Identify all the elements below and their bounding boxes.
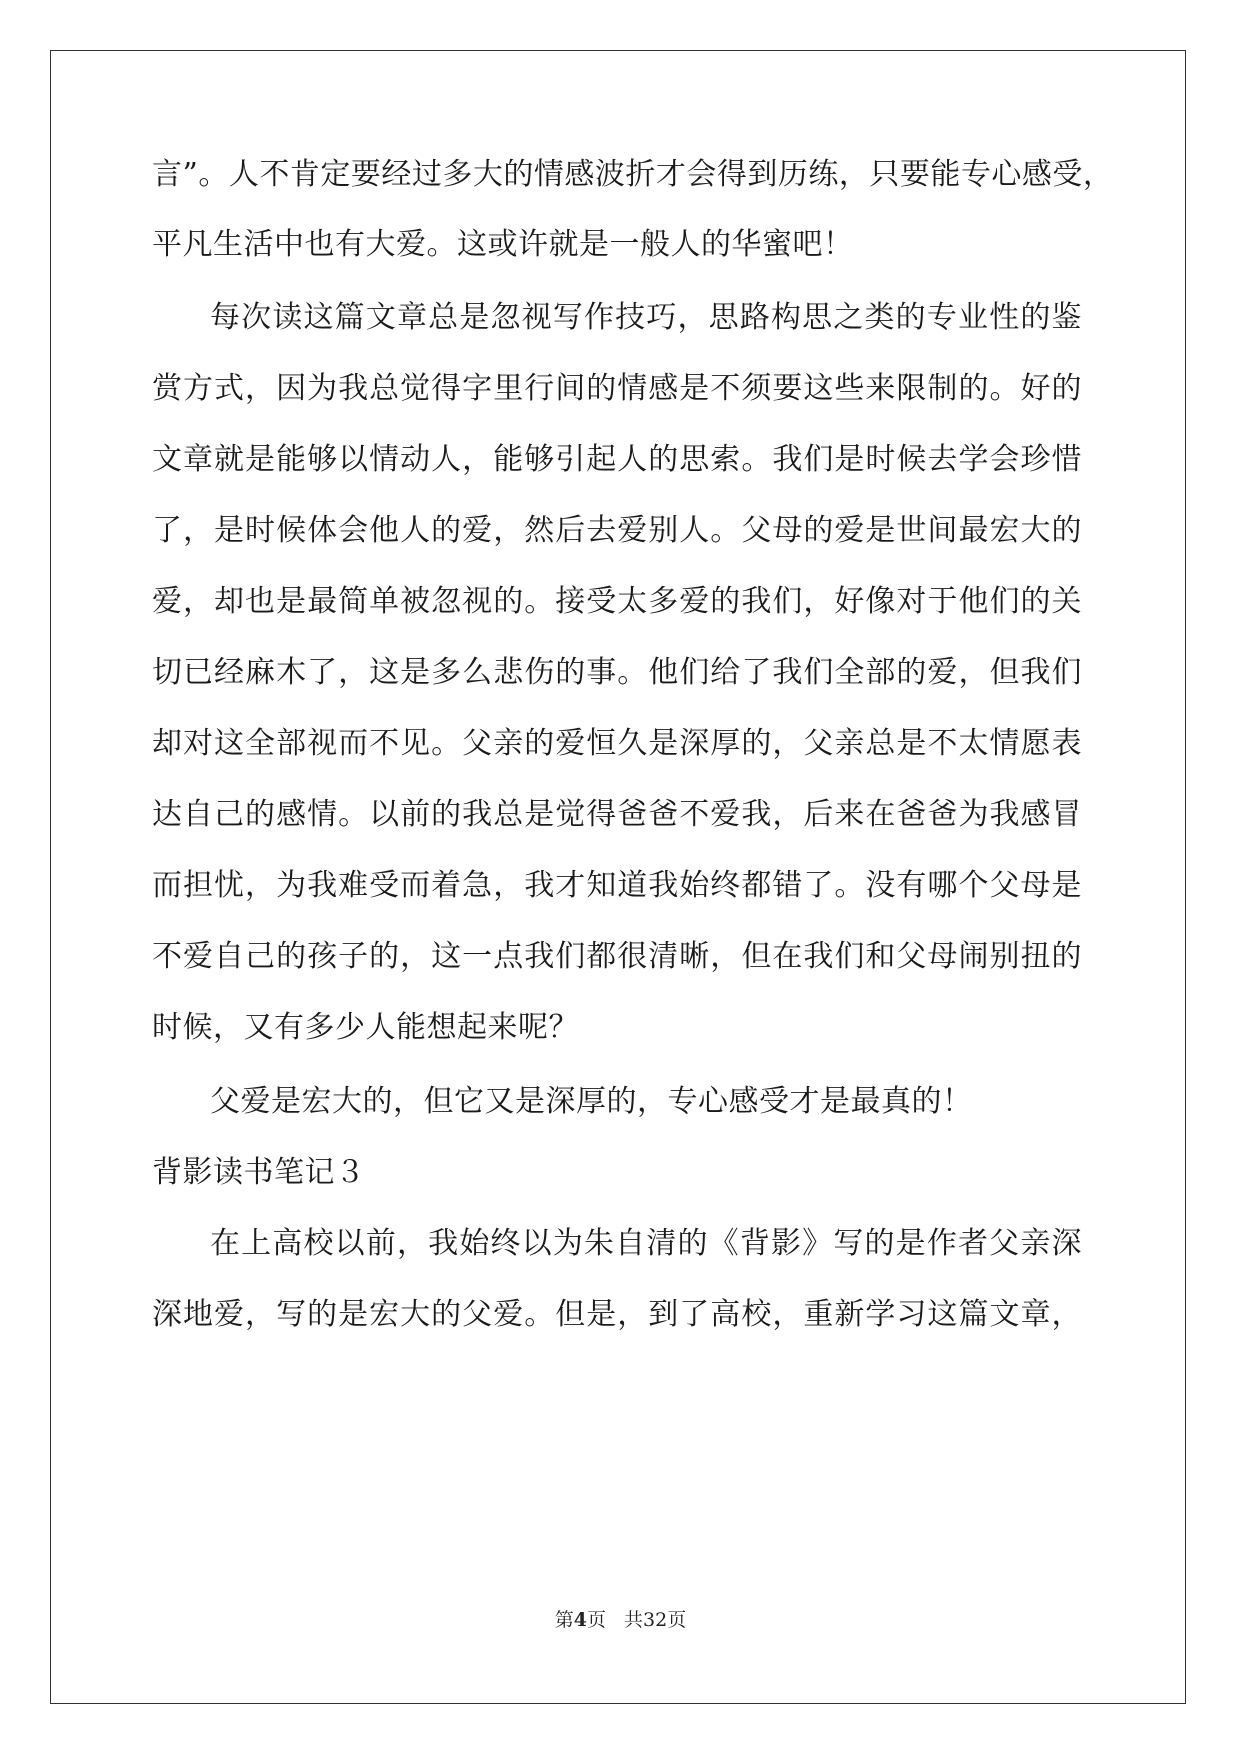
body-line: 爱，却也是最简单被忽视的。接受太多爱的我们，好像对于他们的关: [152, 584, 1082, 619]
footer-total-suffix: 页: [667, 1609, 687, 1631]
body-line: 却对这全部视而不见。父亲的爱恒久是深厚的，父亲总是不太情愿表: [152, 726, 1082, 761]
body-line: 深地爱，写的是宏大的父爱。但是，到了高校，重新学习这篇文章，: [152, 1297, 1082, 1332]
paragraph-first-line: 在上高校以前，我始终以为朱自清的《背影》写的是作者父亲深: [210, 1226, 1082, 1261]
body-line: 而担忧，为我难受而着急，我才知道我始终都错了。没有哪个父母是: [152, 868, 1082, 903]
section-heading: 背影读书笔记３: [152, 1155, 366, 1190]
body-line: 时候，又有多少人能想起来呢？: [152, 1010, 579, 1045]
body-line: 平凡生活中也有大爱。这或许就是一般人的华蜜吧！: [152, 227, 854, 262]
body-line: 了，是时候体会他人的爱，然后去爱别人。父母的爱是世间最宏大的: [152, 513, 1082, 548]
footer-page-suffix: 页: [587, 1609, 607, 1631]
page-number: 4: [573, 1609, 587, 1631]
footer-prefix: 第: [554, 1609, 574, 1631]
body-line: 言”。人不肯定要经过多大的情感波折才会得到历练，只要能专心感受，: [152, 157, 1114, 192]
total-pages: 32: [643, 1609, 668, 1631]
page-footer: [0, 1608, 1241, 1632]
body-line: 切已经麻木了，这是多么悲伤的事。他们给了我们全部的爱，但我们: [152, 655, 1082, 690]
paragraph-first-line: 父爱是宏大的，但它又是深厚的，专心感受才是最真的！: [210, 1084, 973, 1119]
paragraph-first-line: 每次读这篇文章总是忽视写作技巧，思路构思之类的专业性的鉴: [210, 300, 1082, 335]
body-line: 不爱自己的孩子的，这一点我们都很清晰，但在我们和父母闹别扭的: [152, 939, 1082, 974]
footer-total-prefix: 共: [624, 1609, 644, 1631]
body-line: 达自己的感情。以前的我总是觉得爸爸不爱我，后来在爸爸为我感冒: [152, 797, 1082, 832]
body-line: 赏方式，因为我总觉得字里行间的情感是不须要这些来限制的。好的: [152, 371, 1082, 406]
body-line: 文章就是能够以情动人，能够引起人的思索。我们是时候去学会珍惜: [152, 442, 1082, 477]
